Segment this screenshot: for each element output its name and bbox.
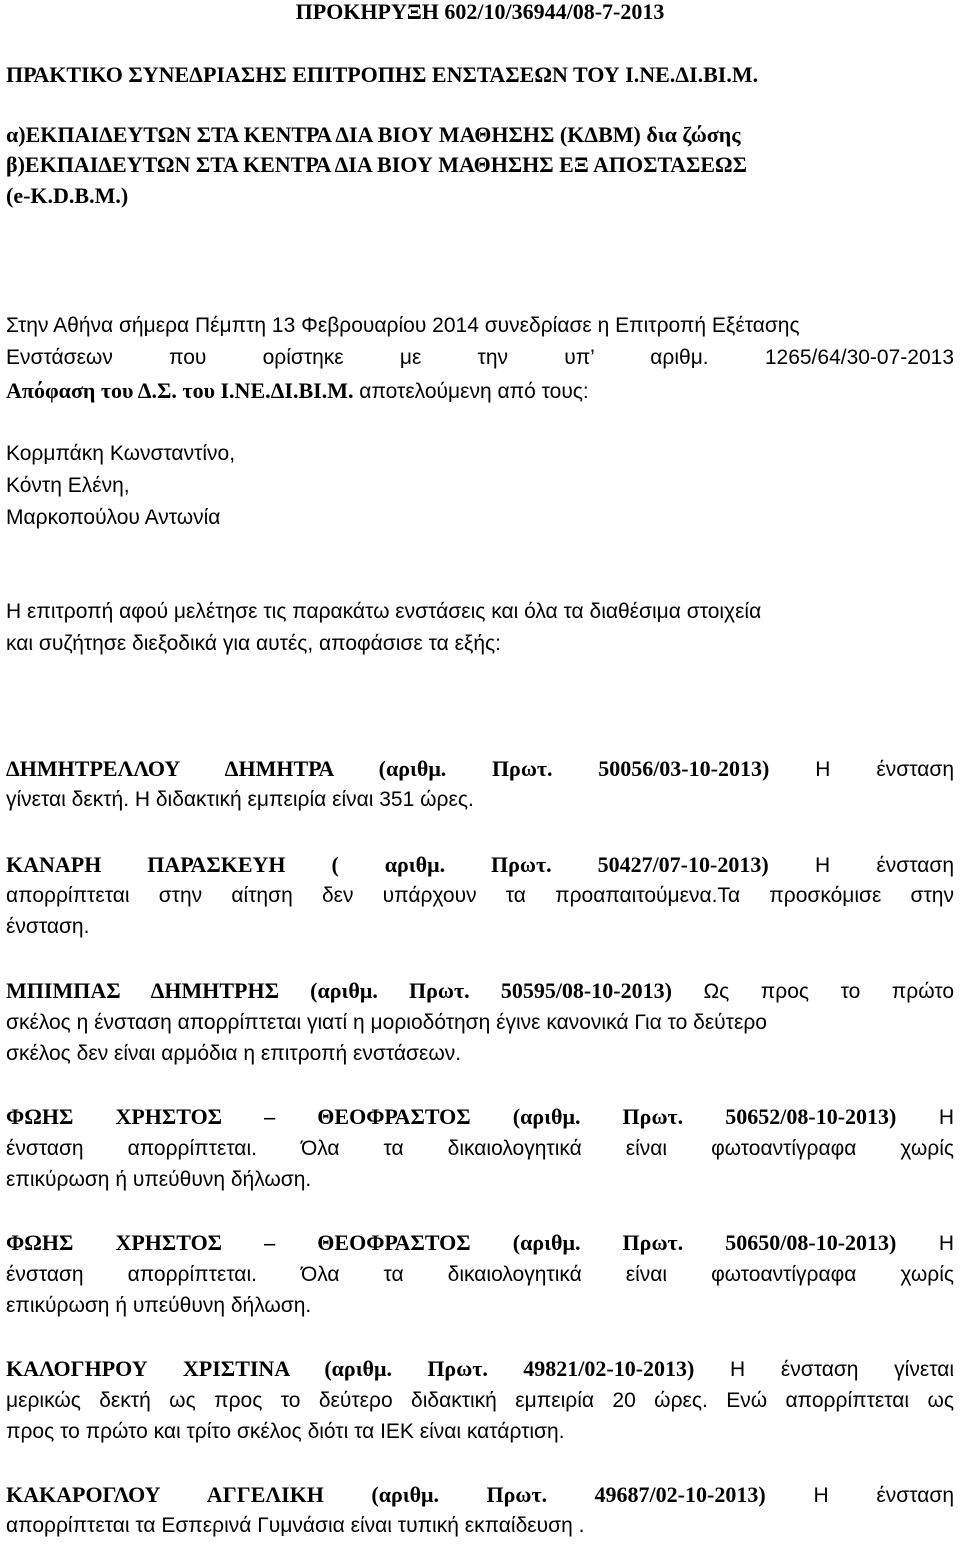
committee-line-2: και συζήτησε διεξοδικά για αυτές, αποφάσισε τα εξής: — [6, 632, 501, 655]
header-line-b: β)ΕΚΠΑΙΔΕΥΤΩΝ ΣΤΑ ΚΕΝΤΡΑ ΔΙΑ ΒΙΟΥ ΜΑΘΗΣΗΣ ΕΞ ΑΠΟΣΤΑΣΕΩΣ — [6, 152, 748, 177]
decision-heading — [6, 850, 954, 881]
decision-heading — [6, 976, 954, 1007]
member-name: Κόντη Ελένη, — [6, 474, 130, 497]
applicant-reference: ΔΗΜΗΤΡΕΛΛΟΥ ΔΗΜΗΤΡΑ (αριθμ. Πρωτ. 50056/03-10-2013) — [6, 756, 770, 781]
applicant-reference: ΚΑΛΟΓΗΡΟΥ ΧΡΙΣΤΙΝΑ (αριθμ. Πρωτ. 49821/02-10-2013) — [6, 1356, 695, 1381]
decision-heading — [6, 1228, 954, 1259]
decision-heading — [6, 754, 954, 785]
document-title: ΠΡΟΚΗΡΥΞΗ 602/10/36944/08-7-2013 — [295, 0, 665, 24]
applicant-reference: ΦΩΗΣ ΧΡΗΣΤΟΣ – ΘΕΟΦΡΑΣΤΟΣ (αριθμ. Πρωτ. 50650/08-10-2013) — [6, 1230, 897, 1255]
decision-outcome: Η — [896, 1106, 954, 1129]
decision-outcome: Η — [896, 1232, 954, 1255]
committee-line-1: Η επιτροπή αφού μελέτησε τις παρακάτω ενστάσεις και όλα τα διαθέσιμα στοιχεία — [6, 600, 762, 623]
header-line-a: α)ΕΚΠΑΙΔΕΥΤΩΝ ΣΤΑ ΚΕΝΤΡΑ ΔΙΑ ΒΙΟΥ ΜΑΘΗΣΗΣ (ΚΔΒΜ) δια ζώσης — [6, 122, 741, 147]
document-subtitle: ΠΡΑΚΤΙΚΟ ΣΥΝΕΔΡΙΑΣΗΣ ΕΠΙΤΡΟΠΗΣ ΕΝΣΤΑΣΕΩΝ ΤΟΥ Ι.ΝΕ.ΔΙ.ΒΙ.Μ. — [6, 62, 759, 87]
applicant-reference: ΚΑΚΑΡΟΓΛΟΥ ΑΓΓΕΛΙΚΗ (αριθμ. Πρωτ. 49687/02-10-2013) — [6, 1482, 766, 1507]
applicant-reference: ΦΩΗΣ ΧΡΗΣΤΟΣ – ΘΕΟΦΡΑΣΤΟΣ (αριθμ. Πρωτ. 50652/08-10-2013) — [6, 1104, 897, 1129]
decision-text: απορρίπτεται στην αίτηση δεν υπάρχουν τα προαπαιτούμενα.Τα προσκόμισε στην — [6, 884, 954, 907]
decision-reference: Απόφαση του Δ.Σ. του Ι.ΝΕ.ΔΙ.ΒΙ.Μ. — [6, 378, 354, 403]
member-name: Μαρκοπούλου Αντωνία — [6, 506, 221, 529]
decision-heading — [6, 1102, 954, 1133]
decision-text: ένσταση απορρίπτεται. Όλα τα δικαιολογητικά είναι φωτοαντίγραφα χωρίς — [6, 1137, 954, 1160]
decision-outcome: Η ένσταση γίνεται — [694, 1358, 954, 1381]
intro-line-1: Στην Αθήνα σήμερα Πέμπτη 13 Φεβρουαρίου 2014 συνεδρίασε η Επιτροπή Εξέτασης — [6, 314, 800, 337]
member-name: Κορμπάκη Κωνσταντίνο, — [6, 442, 236, 465]
decision-text: ένσταση. — [6, 915, 90, 938]
decision-text: επικύρωση ή υπεύθυνη δήλωση. — [6, 1294, 312, 1317]
decision-text: μερικώς δεκτή ως προς το δεύτερο διδακτική εμπειρία 20 ώρες. Ενώ απορρίπτεται ως — [6, 1389, 954, 1412]
decision-text: γίνεται δεκτή. Η διδακτική εμπειρία είναι 351 ώρες. — [6, 788, 474, 811]
decision-text: σκέλος δεν είναι αρμόδια η επιτροπή ενστάσεων. — [6, 1042, 462, 1065]
decision-heading — [6, 1480, 954, 1511]
applicant-reference: ΚΑΝΑΡΗ ΠΑΡΑΣΚΕΥΗ ( αριθμ. Πρωτ. 50427/07-10-2013) — [6, 852, 769, 877]
applicant-reference: ΜΠΙΜΠΑΣ ΔΗΜΗΤΡΗΣ (αριθμ. Πρωτ. 50595/08-10-2013) — [6, 978, 672, 1003]
intro-line-3-text: αποτελούμενη από τους: — [353, 380, 589, 403]
decision-outcome: Η ένσταση — [765, 1484, 955, 1507]
intro-line-3 — [6, 376, 954, 407]
intro-line-2: Ενστάσεων που ορίστηκε με την υπ’ αριθμ. 1265/64/30-07-2013 — [6, 346, 954, 369]
decision-text: σκέλος η ένσταση απορρίπτεται γιατί η μοριοδότηση έγινε κανονικά Για το δεύτερο — [6, 1011, 767, 1034]
decision-text: ένσταση απορρίπτεται. Όλα τα δικαιολογητικά είναι φωτοαντίγραφα χωρίς — [6, 1263, 954, 1286]
decision-text: προς το πρώτο και τρίτο σκέλος διότι τα ΙΕΚ είναι κατάρτιση. — [6, 1420, 565, 1443]
header-line-c: (e-K.D.B.M.) — [6, 183, 129, 208]
decision-outcome: Η ένσταση — [768, 854, 954, 877]
decision-heading — [6, 1354, 954, 1385]
decision-text: απορρίπτεται τα Εσπερινά Γυμνάσια είναι τυπική εκπαίδευση . — [6, 1514, 585, 1537]
decision-outcome: Ως προς το πρώτο — [671, 980, 954, 1003]
decision-outcome: Η ένσταση — [769, 758, 955, 781]
decision-text: επικύρωση ή υπεύθυνη δήλωση. — [6, 1168, 312, 1191]
